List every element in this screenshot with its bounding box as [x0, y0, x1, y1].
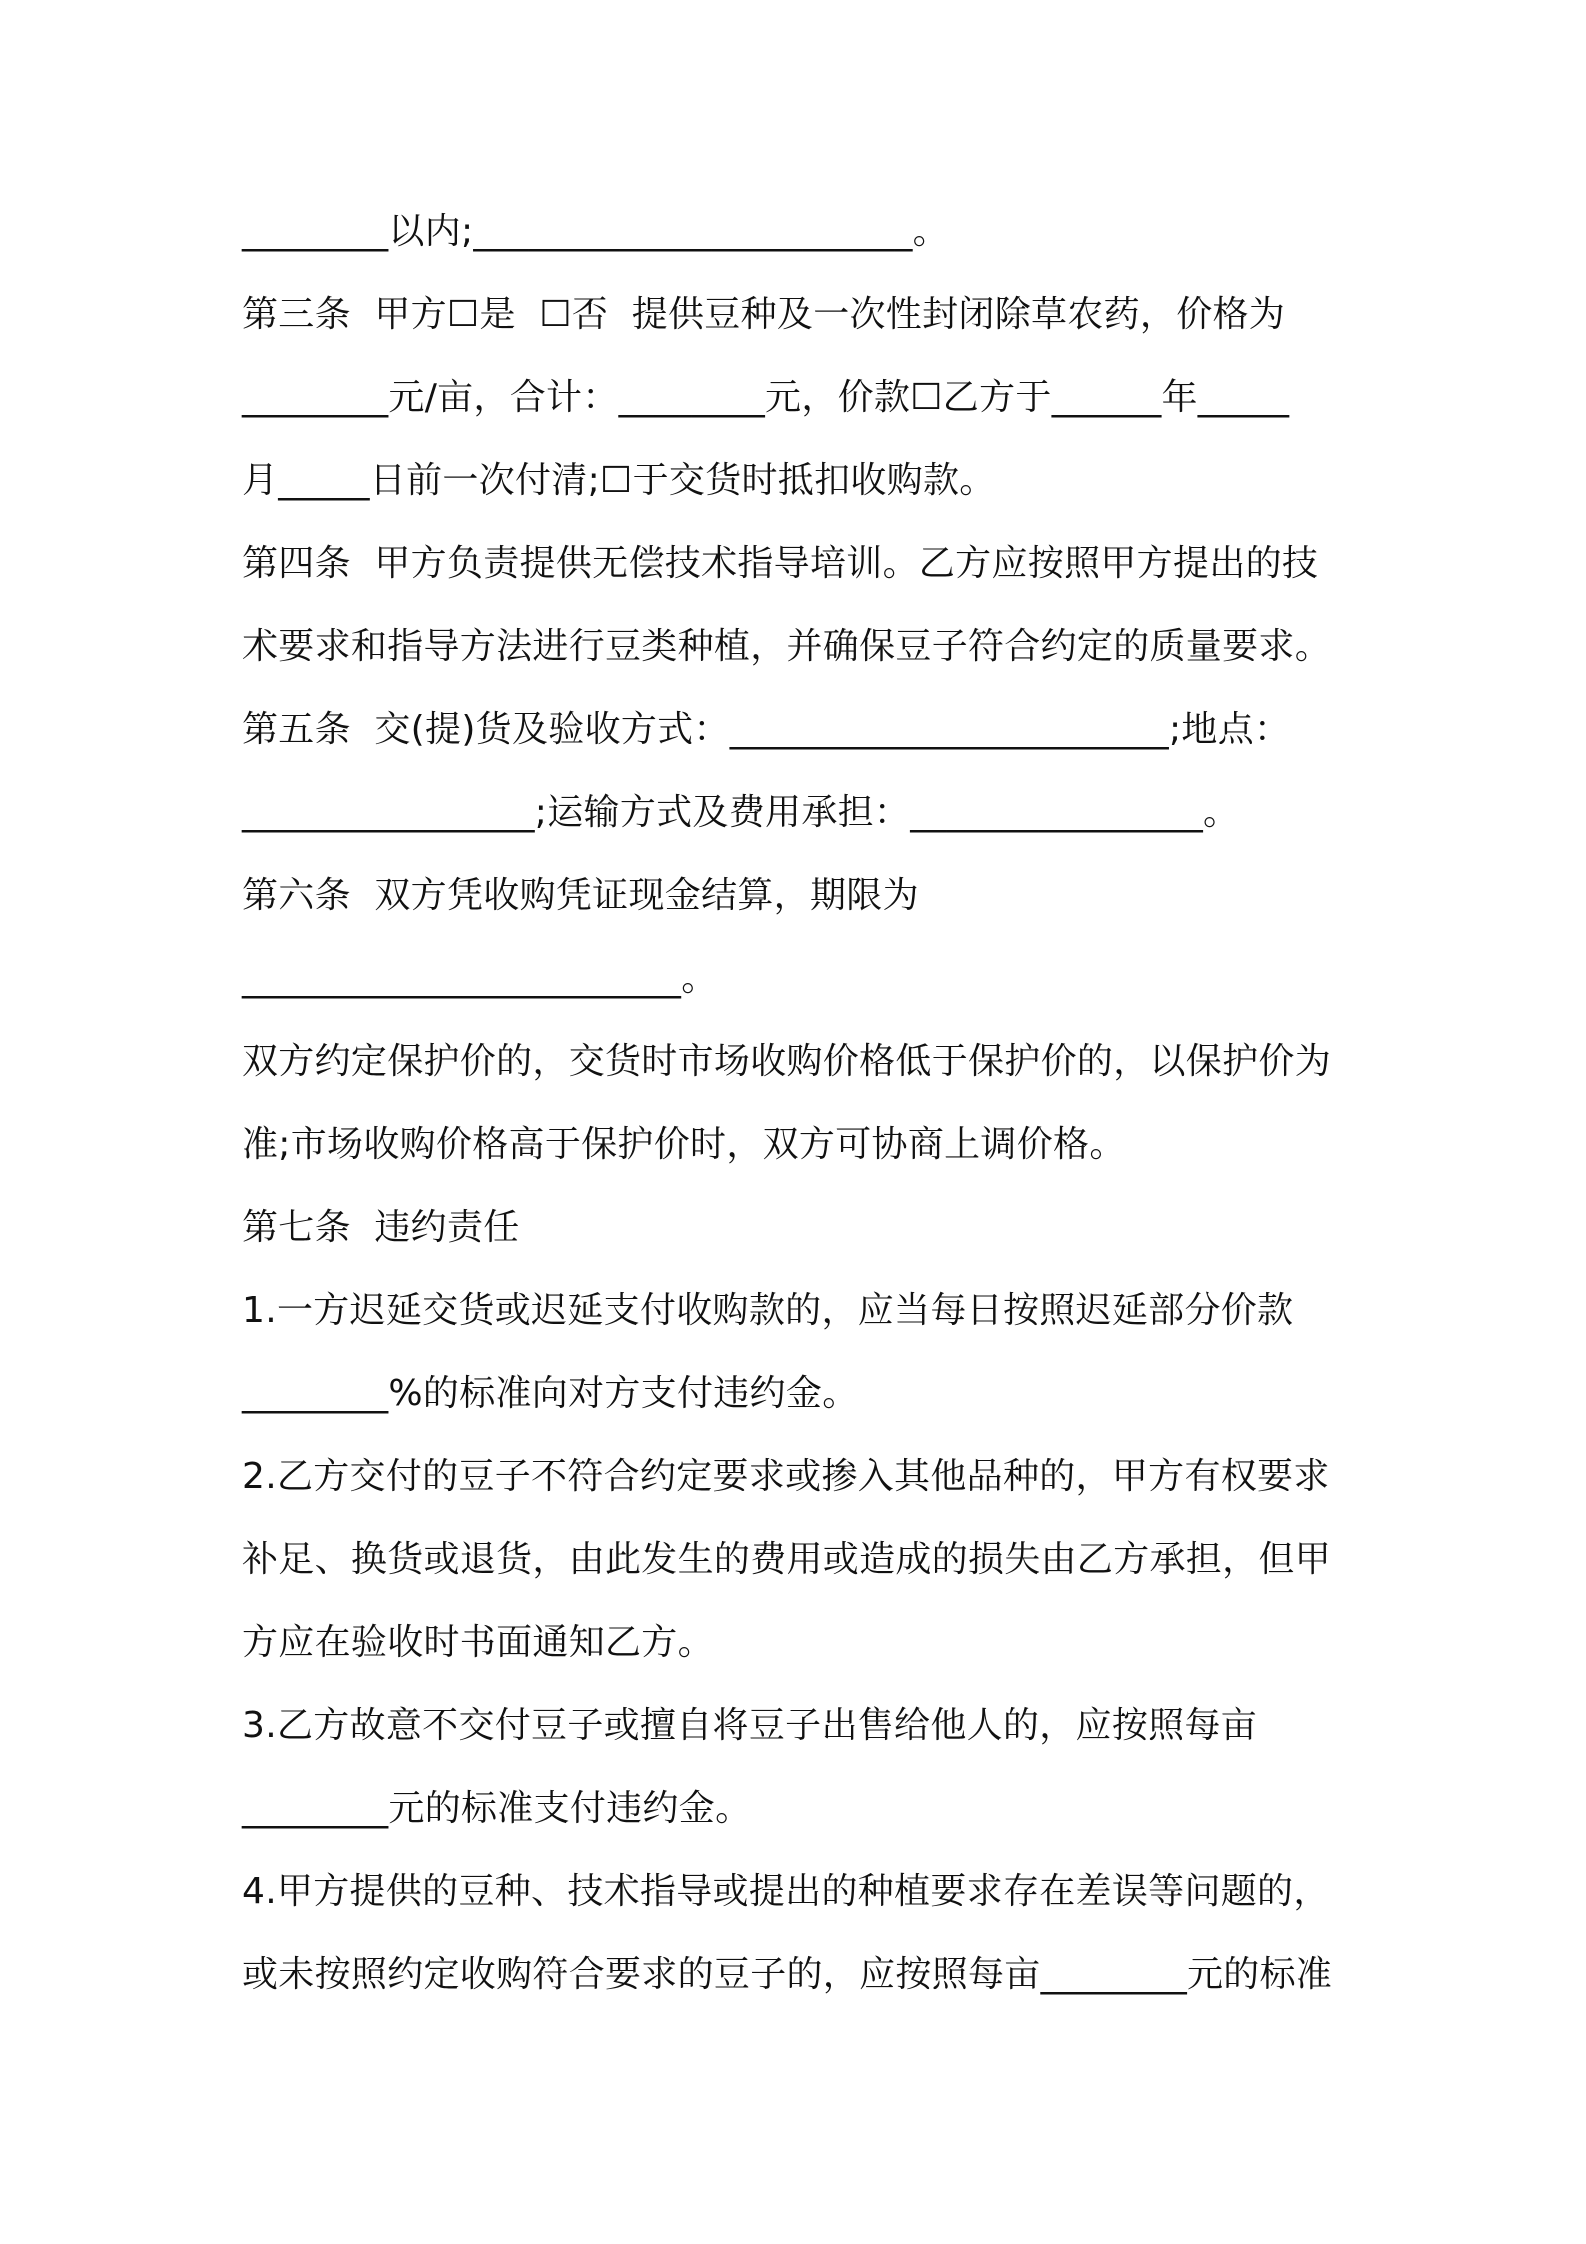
- text-line-1: ________以内;________________________。: [242, 211, 949, 252]
- clause-5-line-2: ________________;运输方式及费用承担：________________。: [242, 792, 1240, 833]
- clause-7-item-1-line-1: 1.一方迟延交货或迟延支付收购款的，应当每日按照迟延部分价款: [242, 1290, 1294, 1331]
- clause-7-item-4-line-1: 4.甲方提供的豆种、技术指导或提出的种植要求存在差误等问题的，: [242, 1871, 1330, 1912]
- protection-price-line-1: 双方约定保护价的，交货时市场收购价格低于保护价的，以保护价为: [242, 1041, 1332, 1082]
- clause-4-line-2: 术要求和指导方法进行豆类种植，并确保豆子符合约定的质量要求。: [242, 626, 1332, 667]
- clause-7-item-2-line-2: 补足、换货或退货，由此发生的费用或造成的损失由乙方承担，但甲: [242, 1539, 1332, 1580]
- clause-7-item-2-line-1: 2.乙方交付的豆子不符合约定要求或掺入其他品种的，甲方有权要求: [242, 1456, 1330, 1497]
- clause-3-line-2: ________元/亩，合计：________元，价款☐乙方于______年_____: [242, 377, 1290, 418]
- clause-7-heading: 第七条 违约责任: [242, 1207, 520, 1248]
- clause-7-item-3-line-2: ________元的标准支付违约金。: [242, 1788, 752, 1829]
- clause-3-line-3: 月_____日前一次付清;☐于交货时抵扣收购款。: [242, 460, 996, 501]
- clause-6-line-2: ________________________。: [242, 958, 718, 999]
- clause-3-heading-line: 第三条 甲方☐是 ☐否 提供豆种及一次性封闭除草农药，价格为: [242, 294, 1286, 335]
- clause-6-heading-line: 第六条 双方凭收购凭证现金结算，期限为: [242, 875, 919, 916]
- clause-4-heading-line: 第四条 甲方负责提供无偿技术指导培训。乙方应按照甲方提出的技: [242, 543, 1319, 584]
- clause-7-item-3-line-1: 3.乙方故意不交付豆子或擅自将豆子出售给他人的，应按照每亩: [242, 1705, 1258, 1746]
- protection-price-line-2: 准;市场收购价格高于保护价时，双方可协商上调价格。: [242, 1124, 1126, 1165]
- clause-5-heading-line: 第五条 交(提)货及验收方式：________________________;地点：: [242, 709, 1291, 750]
- clause-7-item-1-line-2: ________%的标准向对方支付违约金。: [242, 1373, 859, 1414]
- clause-7-item-2-line-3: 方应在验收时书面通知乙方。: [242, 1622, 714, 1663]
- clause-7-item-4-line-2: 或未按照约定收购符合要求的豆子的，应按照每亩________元的标准: [242, 1954, 1333, 1995]
